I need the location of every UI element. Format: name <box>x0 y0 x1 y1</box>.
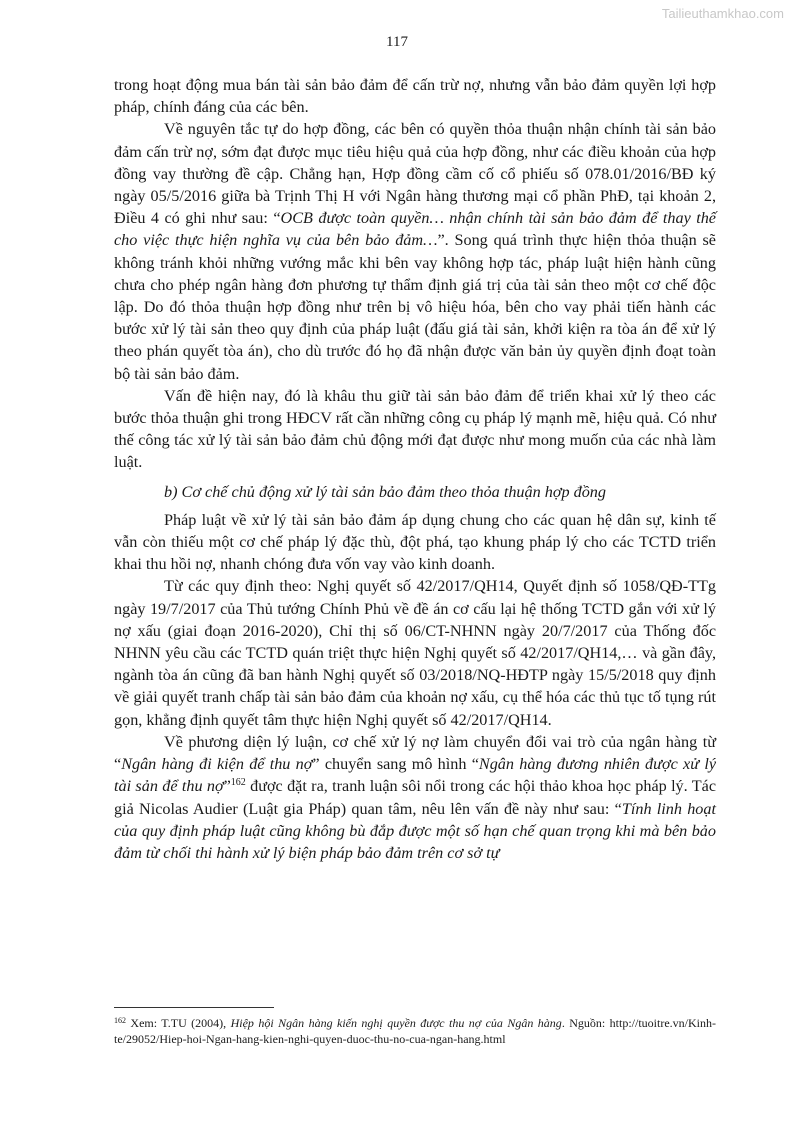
paragraph-6-text-a: Về phương diện lý luận, cơ chế xử lý nợ làm chuyển đổi vai trò của ngân hàng từ “ <box>114 732 716 774</box>
footnote-title: Hiệp hội Ngân hàng kiến nghị quyền được thu nợ của Ngân hàng <box>230 1016 562 1030</box>
paragraph-5: Từ các quy định theo: Nghị quyết số 42/2017/QH14, Quyết định số 1058/QĐ-TTg ngày 19/7/2017 của Thủ tướng Chính Phủ về đề án cơ cấu lại hệ thống TCTD gắn với xử lý nợ xấu (giai đoạn 2016-2020), Chỉ thị số 06/CT-NHNN ngày 20/7/2017 của Thống đốc NHNN yêu cầu các TCTD quán triệt thực hiện Nghị quyết số 42/2017/QH14,… và gần đây, ngành tòa án cũng đã ban hành Nghị quyết số 03/2018/NQ-HĐTP ngày 15/5/2018 quy định về giải quyết tranh chấp tài sản bảo đảm của khoản nợ xấu, cụ thể hóa các thủ tục tố tụng rút gọn, khẳng định quyết tâm thực hiện Nghị quyết số 42/2017/QH14. <box>114 577 716 729</box>
paragraph-4: Pháp luật về xử lý tài sản bảo đảm áp dụng chung cho các quan hệ dân sự, kinh tế vẫn còn thiếu một cơ chế pháp lý đặc thù, đột phá, tạo khung pháp lý cho các TCTD triển khai thu hồi nợ, nhanh chóng đưa vốn vay vào kinh doanh. <box>114 510 716 574</box>
paragraph-3: Vấn đề hiện nay, đó là khâu thu giữ tài sản bảo đảm để triển khai xử lý theo các bước thỏa thuận ghi trong HĐCV rất cần những công cụ pháp lý mạnh mẽ, hiệu quả. Có như thế công tác xử lý tài sản bảo đảm chủ động mới đạt được như mong muốn của các nhà làm luật. <box>114 386 716 472</box>
paragraph-6 <box>114 731 716 864</box>
footnote-text-b: . Nguồn: http://tuoitre.vn/Kinh-te/29052/Hiep-hoi-Ngan-hang-kien-nghi-quyen-duoc-thu-no-cua-ngan-hang.html <box>114 1016 717 1046</box>
paragraph-2-quote: OCB được toàn quyền… nhận chính tài sản bảo đảm để thay thế cho việc thực hiện nghĩa vụ của bên bảo đảm… <box>114 209 716 250</box>
watermark: Tailieuthamkhao.com <box>661 6 784 21</box>
section-heading-b: b) Cơ chế chủ động xử lý tài sản bảo đảm theo thỏa thuận hợp đồng <box>164 482 606 501</box>
footnote-number: 162 <box>114 1016 126 1025</box>
paragraph-2 <box>114 118 716 384</box>
page-number: 117 <box>386 34 408 50</box>
paragraph-6-italic-2: Ngân hàng đương nhiên được xử lý tài sản để thu nợ <box>114 755 716 796</box>
paragraph-6-text-d: được đặt ra, tranh luận sôi nổi trong các hội thảo khoa học pháp lý. Tác giả Nicolas Audier (Luật gia Pháp) quan tâm, nêu lên vấn đề này như sau: “ <box>114 777 716 818</box>
footnote-text-a: Xem: T.TU (2004), <box>126 1016 231 1030</box>
footnote <box>114 1016 716 1047</box>
paragraph-6-text-c: ” <box>223 777 231 796</box>
paragraph-6-italic-3: Tính linh hoạt của quy định pháp luật cũng không bù đắp được một số hạn chế quan trọng khi mà bên bảo đảm từ chối thi hành xử lý biện pháp bảo đảm trên cơ sở tự <box>114 799 716 862</box>
body-text <box>114 74 716 864</box>
paragraph-6-italic-1: Ngân hàng đi kiện để thu nợ <box>121 755 313 774</box>
paragraph-6-text-b: ” chuyển sang mô hình “ <box>312 755 479 774</box>
paragraph-1: trong hoạt động mua bán tài sản bảo đảm để cấn trừ nợ, nhưng vẫn bảo đảm quyền lợi hợp pháp, chính đáng của các bên. <box>114 76 716 117</box>
footnote-reference[interactable]: 162 <box>230 777 246 789</box>
paragraph-2-text-b: ”. Song quá trình thực hiện thỏa thuận sẽ không tránh khỏi những vướng mắc khi bên vay không hợp tác, pháp luật hiện hành cũng chưa cho phép ngân hàng đơn phương tự thẩm định giá trị của tài sản theo một cơ chế độc lập. Do đó thỏa thuận hợp đồng như trên bị vô hiệu hóa, bên cho vay phải tiến hành các bước xử lý tài sản theo quy định của pháp luật (đấu giá tài sản, khởi kiện ra tòa án để xử lý theo phán quyết tòa án), cho dù trước đó họ đã nhận được văn bản ủy quyền định đoạt toàn bộ tài sản bảo đảm. <box>114 231 716 383</box>
footnote-divider <box>114 1007 274 1008</box>
paragraph-2-text-a: Về nguyên tắc tự do hợp đồng, các bên có quyền thỏa thuận nhận chính tài sản bảo đảm cấn trừ nợ, sớm đạt được mục tiêu hiệu quả của hợp đồng, như các điều khoản của hợp đồng vay thường đề cập. Chẳng hạn, Hợp đồng cầm cố cổ phiếu số 078.01/2016/BĐ ký ngày 05/5/2016 giữa bà Trịnh Thị H với Ngân hàng thương mại cổ phần PhĐ, tại khoản 2, Điều 4 có ghi như sau: “ <box>114 120 716 228</box>
